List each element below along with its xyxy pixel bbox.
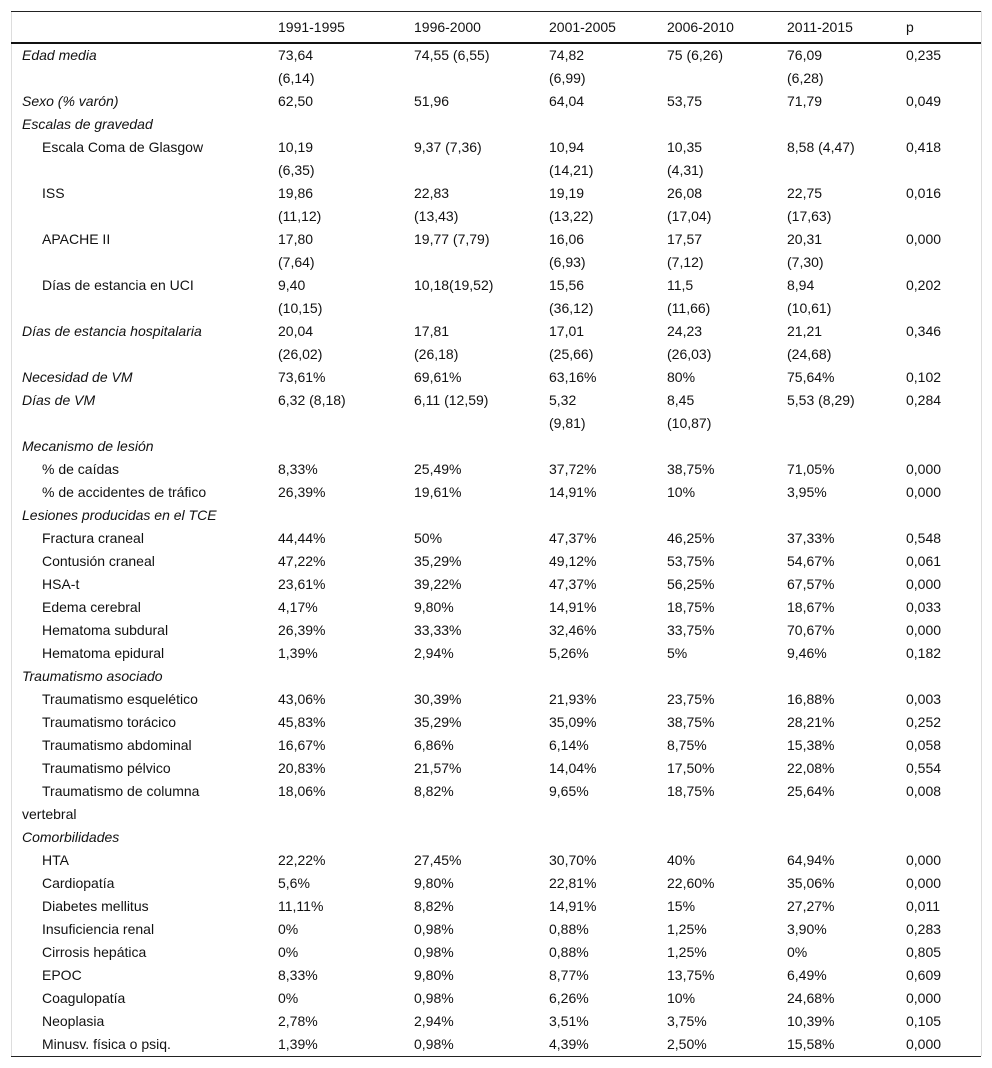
value-cell: 33,75% — [667, 622, 715, 638]
header-cell-period: 1996-2000 — [414, 19, 481, 35]
value-cell: 5,26% — [549, 645, 589, 661]
value-cell: 3,95% — [787, 484, 827, 500]
value-cell: 25,49% — [414, 461, 462, 477]
p-value-cell — [906, 665, 981, 688]
value-cell — [787, 113, 906, 136]
value-cell: 22,22% — [278, 852, 326, 868]
value-cell: 70,67% — [787, 622, 835, 638]
value-cell: 63,16% — [549, 369, 597, 385]
table-row — [11, 688, 981, 711]
p-value-cell: 0,202 — [906, 277, 942, 293]
table-row — [11, 918, 981, 941]
table-row — [11, 711, 981, 734]
table-header — [11, 12, 981, 44]
row-label: Minusv. física o psiq. — [42, 1036, 171, 1052]
value-cell: 3,90% — [787, 921, 827, 937]
value-cell: 62,50 — [278, 93, 314, 109]
value-cell: 10% — [667, 990, 696, 1006]
table-row — [11, 228, 981, 274]
value-cell: 8,58 (4,47) — [787, 139, 855, 155]
table-row — [11, 274, 981, 320]
value-cell: 67,57% — [787, 576, 835, 592]
value-cell: 17,80 (7,64) — [278, 231, 315, 270]
value-cell: 1,25% — [667, 921, 707, 937]
table-row — [11, 849, 981, 872]
row-label: Coagulopatía — [42, 990, 126, 1006]
p-value-cell: 0,049 — [906, 93, 942, 109]
value-cell: 8,75% — [667, 737, 707, 753]
p-value-cell: 0,000 — [906, 461, 942, 477]
value-cell: 0,98% — [414, 990, 454, 1006]
value-cell: 76,09 (6,28) — [787, 47, 824, 86]
row-label: Escala Coma de Glasgow — [42, 139, 204, 155]
value-cell: 10,19 (6,35) — [278, 139, 315, 178]
value-cell — [667, 665, 787, 688]
value-cell: 6,86% — [414, 737, 454, 753]
value-cell: 9,37 (7,36) — [414, 139, 482, 155]
p-value-cell: 0,061 — [906, 553, 942, 569]
p-value-cell: 0,011 — [906, 898, 940, 914]
header-row — [11, 12, 981, 44]
value-cell: 73,64 (6,14) — [278, 47, 315, 86]
row-label: APACHE II — [42, 231, 111, 247]
value-cell: 33,33% — [414, 622, 462, 638]
p-value-cell: 0,008 — [906, 783, 942, 799]
value-cell: 51,96 — [414, 93, 450, 109]
value-cell — [414, 665, 549, 688]
value-cell: 49,12% — [549, 553, 597, 569]
table-row — [11, 458, 981, 481]
value-cell: 38,75% — [667, 714, 715, 730]
row-label: Traumatismo esquelético — [42, 691, 198, 707]
row-label: % de caídas — [42, 461, 120, 477]
p-value-cell: 0,058 — [906, 737, 942, 753]
table-body — [11, 43, 981, 1057]
value-cell — [278, 665, 414, 688]
value-cell: 0% — [278, 921, 299, 937]
value-cell: 35,29% — [414, 553, 462, 569]
row-label: Traumatismo asociado — [22, 668, 163, 684]
value-cell: 19,19 (13,22) — [549, 185, 594, 224]
value-cell: 8,45 (10,87) — [667, 392, 712, 431]
value-cell: 16,06 (6,93) — [549, 231, 586, 270]
value-cell — [414, 113, 549, 136]
value-cell: 2,78% — [278, 1013, 318, 1029]
value-cell: 37,33% — [787, 530, 835, 546]
p-value-cell — [906, 435, 981, 458]
row-label: Traumatismo abdominal — [42, 737, 192, 753]
value-cell: 19,77 (7,79) — [414, 231, 490, 247]
section-row — [11, 113, 981, 136]
p-value-cell: 0,252 — [906, 714, 942, 730]
value-cell: 9,80% — [414, 967, 454, 983]
value-cell: 10,18(19,52) — [414, 277, 494, 293]
row-label: Diabetes mellitus — [42, 898, 149, 914]
p-value-cell: 0,033 — [906, 599, 942, 615]
value-cell: 44,44% — [278, 530, 326, 546]
value-cell: 15,38% — [787, 737, 835, 753]
p-value-cell: 0,000 — [906, 622, 942, 638]
header-cell-blank — [11, 12, 278, 44]
value-cell: 21,57% — [414, 760, 462, 776]
value-cell: 18,75% — [667, 599, 715, 615]
value-cell: 2,50% — [667, 1036, 707, 1052]
row-label: Cirrosis hepática — [42, 944, 147, 960]
table-row — [11, 941, 981, 964]
value-cell: 2,94% — [414, 1013, 454, 1029]
value-cell — [414, 435, 549, 458]
value-cell: 4,17% — [278, 599, 318, 615]
header-cell-period: 2001-2005 — [549, 19, 616, 35]
value-cell: 17,01 (25,66) — [549, 323, 594, 362]
p-value-cell: 0,283 — [906, 921, 942, 937]
value-cell: 0% — [278, 990, 299, 1006]
table-row — [11, 1033, 981, 1057]
value-cell: 46,25% — [667, 530, 715, 546]
header-cell-period: 2006-2010 — [667, 19, 734, 35]
p-value-cell: 0,000 — [906, 576, 942, 592]
value-cell: 9,65% — [549, 783, 589, 799]
row-label: EPOC — [42, 967, 82, 983]
value-cell: 74,82 (6,99) — [549, 47, 586, 86]
row-label: Días de VM — [22, 392, 96, 408]
value-cell: 1,25% — [667, 944, 707, 960]
value-cell: 3,75% — [667, 1013, 707, 1029]
table-row — [11, 872, 981, 895]
value-cell: 6,49% — [787, 967, 827, 983]
value-cell: 47,37% — [549, 576, 597, 592]
data-table — [11, 11, 981, 1057]
value-cell: 6,11 (12,59) — [414, 392, 489, 408]
p-value-cell — [906, 826, 981, 849]
value-cell — [549, 504, 667, 527]
row-label: Neoplasia — [42, 1013, 105, 1029]
row-label: Lesiones producidas en el TCE — [22, 507, 217, 523]
p-value-cell: 0,418 — [906, 139, 942, 155]
value-cell: 15,58% — [787, 1036, 835, 1052]
value-cell: 39,22% — [414, 576, 462, 592]
value-cell: 11,5 (11,66) — [667, 277, 711, 316]
value-cell: 16,88% — [787, 691, 835, 707]
value-cell: 10,39% — [787, 1013, 835, 1029]
value-cell: 24,23 (26,03) — [667, 323, 712, 362]
value-cell: 9,46% — [787, 645, 827, 661]
value-cell: 54,67% — [787, 553, 835, 569]
table-row — [11, 389, 981, 435]
value-cell: 11,11% — [278, 898, 324, 914]
table-row — [11, 619, 981, 642]
value-cell: 21,93% — [549, 691, 597, 707]
value-cell: 56,25% — [667, 576, 715, 592]
value-cell: 69,61% — [414, 369, 462, 385]
value-cell: 80% — [667, 369, 696, 385]
section-row — [11, 665, 981, 688]
header-cell-p: p — [906, 19, 914, 35]
value-cell: 19,61% — [414, 484, 462, 500]
p-value-cell: 0,554 — [906, 760, 942, 776]
table-row — [11, 182, 981, 228]
table-row — [11, 642, 981, 665]
value-cell: 9,80% — [414, 599, 454, 615]
value-cell: 18,67% — [787, 599, 835, 615]
value-cell: 28,21% — [787, 714, 835, 730]
value-cell: 13,75% — [667, 967, 715, 983]
row-label: Comorbilidades — [22, 829, 120, 845]
value-cell: 14,91% — [549, 484, 597, 500]
row-label: Traumatismo de columna vertebral — [22, 783, 200, 822]
table-row — [11, 481, 981, 504]
row-label: Edad media — [22, 47, 97, 63]
value-cell: 71,05% — [787, 461, 835, 477]
value-cell — [667, 826, 787, 849]
value-cell: 6,14% — [549, 737, 589, 753]
value-cell: 20,83% — [278, 760, 326, 776]
p-value-cell — [906, 504, 981, 527]
p-value-cell: 0,102 — [906, 369, 942, 385]
value-cell: 14,04% — [549, 760, 597, 776]
value-cell: 30,70% — [549, 852, 597, 868]
value-cell: 23,61% — [278, 576, 326, 592]
value-cell: 9,80% — [414, 875, 454, 891]
value-cell: 0% — [278, 944, 299, 960]
value-cell: 0,98% — [414, 921, 454, 937]
row-label: Necesidad de VM — [22, 369, 133, 385]
value-cell: 17,81 (26,18) — [414, 323, 459, 362]
value-cell — [787, 826, 906, 849]
value-cell: 9,40 (10,15) — [278, 277, 323, 316]
value-cell: 5,32 (9,81) — [549, 392, 586, 431]
value-cell: 64,04 — [549, 93, 585, 109]
value-cell: 8,33% — [278, 461, 318, 477]
row-label: Edema cerebral — [42, 599, 141, 615]
row-label: Hematoma subdural — [42, 622, 169, 638]
value-cell: 47,37% — [549, 530, 597, 546]
p-value-cell: 0,003 — [906, 691, 942, 707]
value-cell: 26,39% — [278, 622, 326, 638]
row-label: Mecanismo de lesión — [22, 438, 154, 454]
value-cell — [278, 113, 414, 136]
row-label: Traumatismo pélvico — [42, 760, 171, 776]
value-cell: 35,09% — [549, 714, 597, 730]
value-cell — [549, 665, 667, 688]
p-value-cell: 0,609 — [906, 967, 942, 983]
value-cell: 47,22% — [278, 553, 326, 569]
value-cell: 35,06% — [787, 875, 835, 891]
value-cell: 26,39% — [278, 484, 326, 500]
table-row — [11, 136, 981, 182]
p-value-cell: 0,182 — [906, 645, 942, 661]
table-row — [11, 987, 981, 1010]
table-row — [11, 895, 981, 918]
header-cell-period: 2011-2015 — [787, 19, 853, 35]
value-cell: 17,57 (7,12) — [667, 231, 704, 270]
table-row — [11, 573, 981, 596]
value-cell: 18,06% — [278, 783, 326, 799]
table-row — [11, 964, 981, 987]
p-value-cell: 0,105 — [906, 1013, 942, 1029]
table-row — [11, 734, 981, 757]
value-cell: 43,06% — [278, 691, 326, 707]
table-row — [11, 550, 981, 573]
value-cell: 0,98% — [414, 944, 454, 960]
p-value-cell: 0,016 — [906, 185, 942, 201]
row-label: Escalas de gravedad — [22, 116, 153, 132]
value-cell: 2,94% — [414, 645, 454, 661]
value-cell: 25,64% — [787, 783, 835, 799]
row-label: Sexo (% varón) — [22, 93, 119, 109]
value-cell: 19,86 (11,12) — [278, 185, 322, 224]
value-cell: 10,94 (14,21) — [549, 139, 594, 178]
value-cell: 5,53 (8,29) — [787, 392, 855, 408]
p-value-cell: 0,346 — [906, 323, 942, 339]
value-cell: 8,33% — [278, 967, 318, 983]
value-cell — [278, 435, 414, 458]
table-row — [11, 1010, 981, 1033]
row-label: HSA-t — [42, 576, 80, 592]
value-cell: 64,94% — [787, 852, 835, 868]
table-row — [11, 43, 981, 90]
value-cell: 75,64% — [787, 369, 835, 385]
value-cell — [414, 504, 549, 527]
value-cell: 14,91% — [549, 599, 597, 615]
value-cell: 75 (6,26) — [667, 47, 724, 63]
p-value-cell: 0,000 — [906, 875, 942, 891]
value-cell: 26,08 (17,04) — [667, 185, 712, 224]
row-label: Contusión craneal — [42, 553, 155, 569]
value-cell: 24,68% — [787, 990, 835, 1006]
value-cell: 8,82% — [414, 783, 454, 799]
value-cell: 30,39% — [414, 691, 462, 707]
value-cell: 22,83 (13,43) — [414, 185, 459, 224]
header-cell-period: 1991-1995 — [278, 19, 345, 35]
value-cell: 14,91% — [549, 898, 597, 914]
value-cell: 22,81% — [549, 875, 597, 891]
p-value-cell: 0,000 — [906, 231, 942, 247]
value-cell — [667, 113, 787, 136]
value-cell: 8,77% — [549, 967, 589, 983]
row-label: HTA — [42, 852, 69, 868]
value-cell: 4,39% — [549, 1036, 589, 1052]
value-cell: 20,31 (7,30) — [787, 231, 824, 270]
value-cell: 27,45% — [414, 852, 462, 868]
p-value-cell: 0,235 — [906, 47, 942, 63]
section-row — [11, 435, 981, 458]
value-cell: 5,6% — [278, 875, 310, 891]
value-cell: 22,08% — [787, 760, 835, 776]
table-row — [11, 780, 981, 826]
p-value-cell: 0,000 — [906, 484, 942, 500]
value-cell: 15,56 (36,12) — [549, 277, 594, 316]
value-cell: 6,26% — [549, 990, 589, 1006]
table-row — [11, 596, 981, 619]
value-cell: 22,75 (17,63) — [787, 185, 832, 224]
row-label: Días de estancia hospitalaria — [22, 323, 202, 339]
p-value-cell: 0,000 — [906, 990, 942, 1006]
value-cell: 27,27% — [787, 898, 835, 914]
value-cell: 8,94 (10,61) — [787, 277, 832, 316]
p-value-cell: 0,000 — [906, 852, 942, 868]
table-row — [11, 527, 981, 550]
row-label: Días de estancia en UCI — [42, 277, 194, 293]
value-cell: 1,39% — [278, 1036, 318, 1052]
value-cell: 32,46% — [549, 622, 597, 638]
value-cell — [667, 504, 787, 527]
row-label: Insuficiencia renal — [42, 921, 155, 937]
value-cell — [787, 665, 906, 688]
value-cell: 20,04 (26,02) — [278, 323, 323, 362]
row-label: Hematoma epidural — [42, 645, 165, 661]
p-value-cell: 0,000 — [906, 1036, 942, 1052]
value-cell: 71,79 — [787, 93, 823, 109]
value-cell: 38,75% — [667, 461, 715, 477]
table-row — [11, 90, 981, 113]
value-cell — [787, 504, 906, 527]
value-cell: 0,88% — [549, 944, 589, 960]
value-cell: 73,61% — [278, 369, 326, 385]
section-row — [11, 504, 981, 527]
value-cell: 40% — [667, 852, 696, 868]
value-cell: 3,51% — [549, 1013, 589, 1029]
value-cell: 5% — [667, 645, 688, 661]
row-label: ISS — [42, 185, 65, 201]
value-cell: 45,83% — [278, 714, 326, 730]
value-cell: 1,39% — [278, 645, 318, 661]
table-row — [11, 366, 981, 389]
value-cell — [414, 826, 549, 849]
value-cell: 17,50% — [667, 760, 715, 776]
value-cell: 10% — [667, 484, 696, 500]
value-cell — [549, 435, 667, 458]
row-label: Cardiopatía — [42, 875, 115, 891]
value-cell: 10,35 (4,31) — [667, 139, 704, 178]
value-cell: 23,75% — [667, 691, 715, 707]
value-cell: 0,88% — [549, 921, 589, 937]
value-cell: 35,29% — [414, 714, 462, 730]
value-cell: 50% — [414, 530, 443, 546]
value-cell: 0,98% — [414, 1036, 454, 1052]
value-cell: 0% — [787, 944, 808, 960]
value-cell: 16,67% — [278, 737, 326, 753]
value-cell: 37,72% — [549, 461, 597, 477]
value-cell — [549, 826, 667, 849]
row-label: % de accidentes de tráfico — [42, 484, 207, 500]
value-cell: 21,21 (24,68) — [787, 323, 832, 362]
section-row — [11, 826, 981, 849]
p-value-cell — [906, 113, 981, 136]
value-cell: 15% — [667, 898, 696, 914]
p-value-cell: 0,805 — [906, 944, 942, 960]
value-cell — [787, 435, 906, 458]
value-cell — [278, 504, 414, 527]
value-cell: 22,60% — [667, 875, 715, 891]
value-cell: 6,32 (8,18) — [278, 392, 346, 408]
value-cell — [667, 435, 787, 458]
p-value-cell: 0,284 — [906, 392, 942, 408]
table-row — [11, 320, 981, 366]
row-label: Traumatismo torácico — [42, 714, 177, 730]
value-cell: 53,75 — [667, 93, 703, 109]
value-cell — [278, 826, 414, 849]
value-cell: 53,75% — [667, 553, 715, 569]
row-label: Fractura craneal — [42, 530, 144, 546]
value-cell: 18,75% — [667, 783, 715, 799]
p-value-cell: 0,548 — [906, 530, 942, 546]
value-cell — [549, 113, 667, 136]
value-cell: 8,82% — [414, 898, 454, 914]
value-cell: 74,55 (6,55) — [414, 47, 490, 63]
table-row — [11, 757, 981, 780]
